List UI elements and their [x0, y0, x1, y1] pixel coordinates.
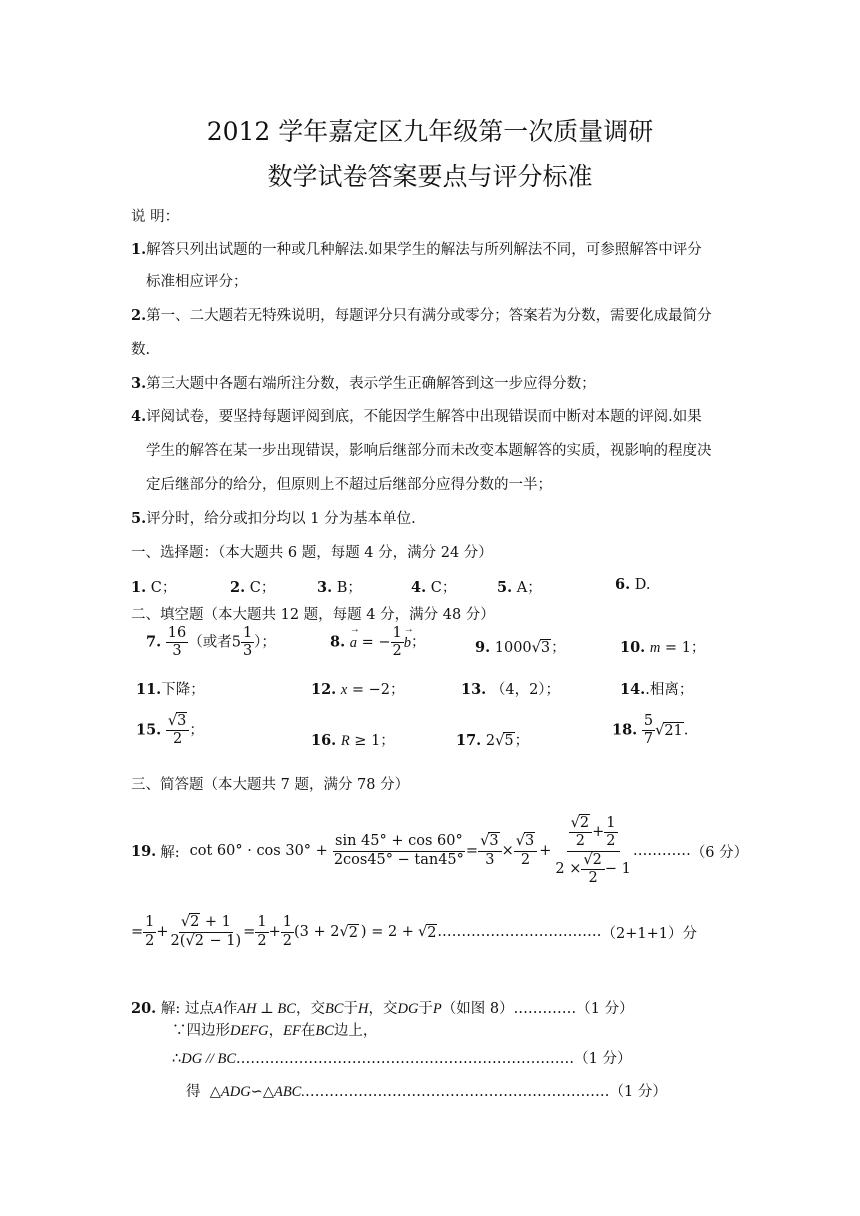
fraction-numerator: sin 45° + cos 60° — [333, 834, 465, 851]
fraction-denominator: 2 — [392, 643, 402, 660]
radicand: 2 — [579, 815, 590, 832]
fraction-numerator: √3 — [166, 714, 189, 731]
text: ， — [268, 1023, 284, 1039]
answer-number: 17. — [456, 732, 482, 749]
solution-20-line2 — [172, 1019, 377, 1040]
fraction-denominator: 7 — [643, 731, 654, 748]
fraction — [255, 915, 268, 948]
coefficient: 1000 — [494, 640, 532, 656]
plus: + — [156, 924, 169, 940]
fill-answer-11 — [136, 678, 205, 699]
alt-prefix: （或者 — [188, 634, 232, 651]
fill-answer-7 — [146, 626, 276, 659]
fraction-denominator: 2 — [145, 932, 155, 949]
answer-number: 6. — [615, 576, 631, 593]
fill-answer-13 — [461, 678, 560, 699]
radicand: 2 — [190, 914, 200, 931]
answer-number: 16. — [311, 732, 337, 749]
answer-value: .相离； — [645, 682, 694, 698]
note-number: 3. — [131, 375, 147, 392]
answer-end: ； — [551, 640, 566, 656]
text: . — [236, 1051, 241, 1067]
solution-label: 解: — [160, 844, 180, 861]
two-times: 2 × — [555, 860, 582, 877]
page-subtitle: 数学试卷答案要点与评分标准 — [267, 162, 593, 191]
answer-1 — [131, 576, 176, 597]
fill-answer-15 — [136, 714, 204, 747]
answer-number: 8. — [330, 633, 346, 651]
equals: = — [131, 924, 144, 940]
coefficient: 2 — [485, 733, 496, 749]
sqrt-sign: √ — [531, 640, 541, 656]
section1-heading: 一、选择题：（本大题共 6 题，每题 4 分，满分 24 分） — [131, 545, 493, 561]
fraction — [569, 816, 592, 849]
fill-answer-12 — [311, 678, 405, 699]
den-pre: 2( — [170, 932, 186, 949]
note-number: 2. — [131, 307, 147, 324]
text: 边上， — [333, 1023, 378, 1039]
leader-dots: ………… — [632, 843, 691, 859]
answer-number: 11. — [136, 681, 162, 698]
plus: + — [539, 843, 552, 859]
expr-lhs: cot 60° · cos 30° + — [189, 843, 328, 859]
radicand: 2 — [427, 924, 437, 941]
equals: = — [465, 843, 479, 859]
note-number: 4. — [131, 408, 147, 425]
fill-answer-10 — [620, 636, 705, 657]
score-label: （6 分） — [690, 844, 749, 861]
segment-label: BC — [315, 1023, 334, 1039]
fraction-denominator: 2 — [575, 833, 585, 850]
answer-end: ； — [514, 733, 530, 749]
fraction — [642, 714, 655, 747]
notes-heading: 说 明： — [131, 209, 180, 225]
fraction-denominator: 2 — [588, 869, 598, 886]
variable: R — [340, 733, 350, 749]
answer-6 — [615, 576, 650, 593]
note-number: 5. — [131, 510, 147, 527]
sqrt-sign: √ — [495, 733, 505, 749]
fraction-numerator: 1 — [604, 816, 617, 833]
fraction — [241, 626, 254, 659]
fraction-denominator: 2 — [520, 851, 531, 868]
answer-2 — [230, 576, 275, 597]
vector-a: → a — [350, 635, 357, 652]
den-post: − 1) — [204, 932, 242, 949]
radicand: 3 — [524, 833, 535, 850]
note-text: 第三大题中各题右端所注分数，表示学生正确解答到这一步应得分数； — [146, 376, 596, 392]
segment-label: DG — [397, 1001, 419, 1017]
fraction-numerator: √2 — [569, 816, 592, 833]
note-item-4-cont: 学生的解答在某一步出现错误，影响后继部分而未改变本题解答的实质，视影响的程度决 — [146, 443, 712, 459]
fraction — [166, 714, 189, 747]
note-item-2 — [131, 304, 712, 325]
fraction — [581, 853, 604, 886]
paren-pre: (3 + 2 — [293, 924, 340, 940]
fraction-numerator: 1 — [143, 915, 156, 932]
answer-number: 3. — [317, 579, 333, 596]
page-title: 2012 学年嘉定区九年级第一次质量调研 — [206, 117, 654, 146]
shape-label: DEFG — [230, 1023, 269, 1039]
answer-3 — [317, 576, 362, 597]
answer-value: （4，2）； — [490, 682, 561, 698]
note-item-2-cont: 数. — [131, 342, 151, 358]
fill-answer-14 — [620, 678, 693, 699]
math-expr: △ADG∽△ABC. — [209, 1084, 305, 1100]
radicand: 2 — [592, 851, 602, 868]
fraction-numerator: 16 — [166, 626, 188, 643]
compound-fraction — [553, 816, 632, 886]
fraction — [391, 626, 404, 659]
text: 解: 过点 — [160, 1001, 214, 1017]
answer-rest: = 1； — [660, 640, 706, 656]
solution-20-line1 — [131, 997, 634, 1018]
fraction-numerator: √3 — [514, 834, 537, 851]
leader-dots: …………………………… — [442, 924, 602, 940]
compound-numerator — [567, 816, 620, 851]
segment-label: EF — [283, 1023, 301, 1039]
leader-dots: ………… — [518, 1001, 577, 1017]
answer-value: C； — [150, 580, 177, 596]
answer-value: C； — [249, 580, 276, 596]
fraction — [514, 834, 537, 867]
answer-rest: ≥ 1； — [349, 733, 395, 749]
fraction — [281, 915, 294, 948]
score-label: （1 分） — [574, 1051, 632, 1067]
fraction — [478, 834, 501, 867]
text: 于 — [418, 1001, 433, 1017]
fraction — [604, 816, 617, 849]
fraction-numerator: 5 — [642, 714, 655, 731]
answer-rest: = −2； — [347, 682, 405, 698]
score-label: （2+1+1）分 — [601, 925, 698, 942]
fraction-denominator: 2 — [606, 833, 616, 850]
score-label: （1 分） — [576, 1001, 634, 1017]
answer-number: 10. — [620, 639, 646, 656]
fraction-denominator: 3 — [242, 643, 253, 660]
question-number: 20. — [131, 1000, 157, 1017]
fill-answer-9 — [475, 636, 566, 657]
answer-number: 5. — [497, 579, 513, 596]
answer-number: 7. — [146, 633, 162, 651]
plus: + — [268, 924, 281, 940]
fill-answer-16 — [311, 729, 395, 750]
point-label: H — [357, 1001, 369, 1017]
fraction — [143, 915, 156, 948]
fraction-denominator: 3 — [172, 643, 182, 660]
plus: + — [592, 824, 605, 841]
point-label: P — [432, 1001, 442, 1017]
answer-value: 下降； — [161, 682, 205, 698]
paren-post: ) = 2 + — [360, 924, 414, 940]
section2-heading: 二、填空题（本大题共 12 题，每题 4 分，满分 48 分） — [131, 607, 495, 623]
note-text: 第一、二大题若无特殊说明，每题评分只有满分或零分；答案若为分数，需要化成最简分 — [146, 308, 712, 324]
answer-number: 9. — [475, 639, 491, 656]
text: ，交 — [295, 1001, 325, 1017]
solution-20-line4 — [186, 1080, 667, 1101]
equals: = — [243, 924, 256, 940]
fraction-denominator: 2 — [172, 731, 183, 748]
answer-number: 18. — [612, 721, 638, 739]
fraction-trig — [332, 834, 466, 867]
radicand: 3 — [489, 833, 499, 850]
fraction — [169, 915, 244, 948]
note-item-1-cont: 标准相应评分； — [146, 274, 248, 290]
note-number: 1. — [131, 241, 147, 258]
radicand: 21 — [664, 722, 683, 739]
fill-answer-8 — [330, 626, 426, 659]
answer-value: C； — [430, 580, 457, 596]
variable: x — [340, 682, 348, 698]
fraction-denominator: 2 — [282, 932, 292, 949]
answer-number: 2. — [230, 579, 246, 596]
fraction-denominator: 2(√2 − 1) — [170, 932, 242, 949]
figure-ref: （如图 8）. — [441, 1001, 519, 1017]
alt-suffix: ）； — [254, 634, 276, 651]
text: 得 — [186, 1084, 201, 1100]
note-item-5 — [131, 507, 416, 528]
radicand: 5 — [504, 733, 514, 749]
fraction-denominator: 3 — [485, 851, 495, 868]
times: × — [501, 843, 514, 859]
fraction-numerator: 1 — [255, 915, 268, 932]
compound-denominator — [553, 852, 632, 886]
fill-answer-17 — [456, 729, 529, 750]
answer-number: 15. — [136, 721, 162, 739]
fraction-numerator: 1 — [241, 626, 254, 643]
answer-value: D. — [634, 577, 651, 593]
solution-19-line1 — [131, 806, 748, 896]
fraction-numerator: √2 + 1 — [179, 915, 233, 932]
radicand: 3 — [540, 640, 551, 656]
answer-number: 12. — [311, 681, 337, 698]
text: 作 — [222, 1001, 238, 1017]
segment-label: BC — [324, 1001, 344, 1017]
answer-number: 14. — [620, 681, 646, 698]
fraction-numerator: √3 — [478, 834, 501, 851]
answer-5 — [497, 576, 542, 597]
fill-answer-18 — [612, 714, 688, 747]
radicand: 3 — [177, 713, 187, 729]
radicand: 2 — [348, 924, 358, 941]
fraction-denominator: 2 — [257, 932, 267, 949]
fraction-numerator: √2 — [581, 853, 604, 870]
question-number: 19. — [131, 842, 157, 860]
answer-number: 13. — [461, 681, 487, 698]
solution-20-line3 — [172, 1047, 631, 1068]
note-item-1 — [131, 238, 702, 259]
answer-end: . — [683, 722, 689, 739]
answer-number: 1. — [131, 579, 147, 596]
note-text: 评分时，给分或扣分均以 1 分为基本单位. — [146, 511, 416, 527]
fraction-numerator: 1 — [391, 626, 404, 643]
math-expr: AH ⊥ BC — [237, 1001, 296, 1017]
note-text: 评阅试卷，要坚持每题评阅到底，不能因学生解答中出现错误而中断对本题的评阅.如果 — [146, 409, 702, 425]
text: 于 — [343, 1001, 358, 1017]
note-text: 解答只列出试题的一种或几种解法.如果学生的解法与所列解法不同，可参照解答中评分 — [146, 242, 702, 258]
sqrt-sign: √ — [655, 722, 665, 739]
therefore: ∴ — [172, 1051, 182, 1067]
mixed-whole: 5 — [231, 634, 241, 651]
answer-end: ； — [411, 634, 426, 651]
answer-end: ； — [189, 722, 204, 739]
minus-one: − 1 — [604, 860, 631, 877]
fraction-denominator: 2cos45° − tan45° — [333, 851, 464, 868]
text: 在 — [300, 1023, 316, 1039]
answer-end: . — [437, 924, 443, 940]
score-label: （1 分） — [609, 1084, 667, 1100]
radicand: 2 — [194, 932, 204, 949]
solution-19-line2: = $\frac{1}{2}$ + $\frac{√2 + 1}{2(√2 - 1)}$ = $\frac{1}{2}$ + $\frac{1}{2}$ (3 + 2 √ 2 ) = 2 + √ 2 . …………………………… （2+1+1）分 — [131, 914, 698, 949]
section3-heading: 三、简答题（本大题共 7 题，满分 78 分） — [131, 777, 410, 793]
note-item-4 — [131, 405, 702, 426]
answer-value: A； — [516, 580, 542, 596]
vector-b: → b — [404, 635, 411, 652]
text: ，交 — [368, 1001, 398, 1017]
leader-dots: ……………………………………………………… — [304, 1084, 610, 1100]
note-item-4-cont2: 定后继部分的给分，但原则上不超过后继部分应得分数的一半； — [146, 477, 552, 493]
answer-number: 4. — [411, 579, 427, 596]
plus-one: + 1 — [200, 914, 231, 931]
point-label: A — [213, 1001, 223, 1017]
equals: = − — [357, 634, 391, 651]
answer-4 — [411, 576, 456, 597]
variable: m — [649, 640, 661, 656]
answer-value: B； — [336, 580, 362, 596]
fraction-numerator: 1 — [281, 915, 294, 932]
text: ∵四边形 — [172, 1023, 230, 1039]
note-item-3 — [131, 372, 596, 393]
fraction — [166, 626, 188, 659]
math-expr: DG // BC — [181, 1051, 237, 1067]
leader-dots: …………………………………………………………… — [240, 1051, 575, 1067]
